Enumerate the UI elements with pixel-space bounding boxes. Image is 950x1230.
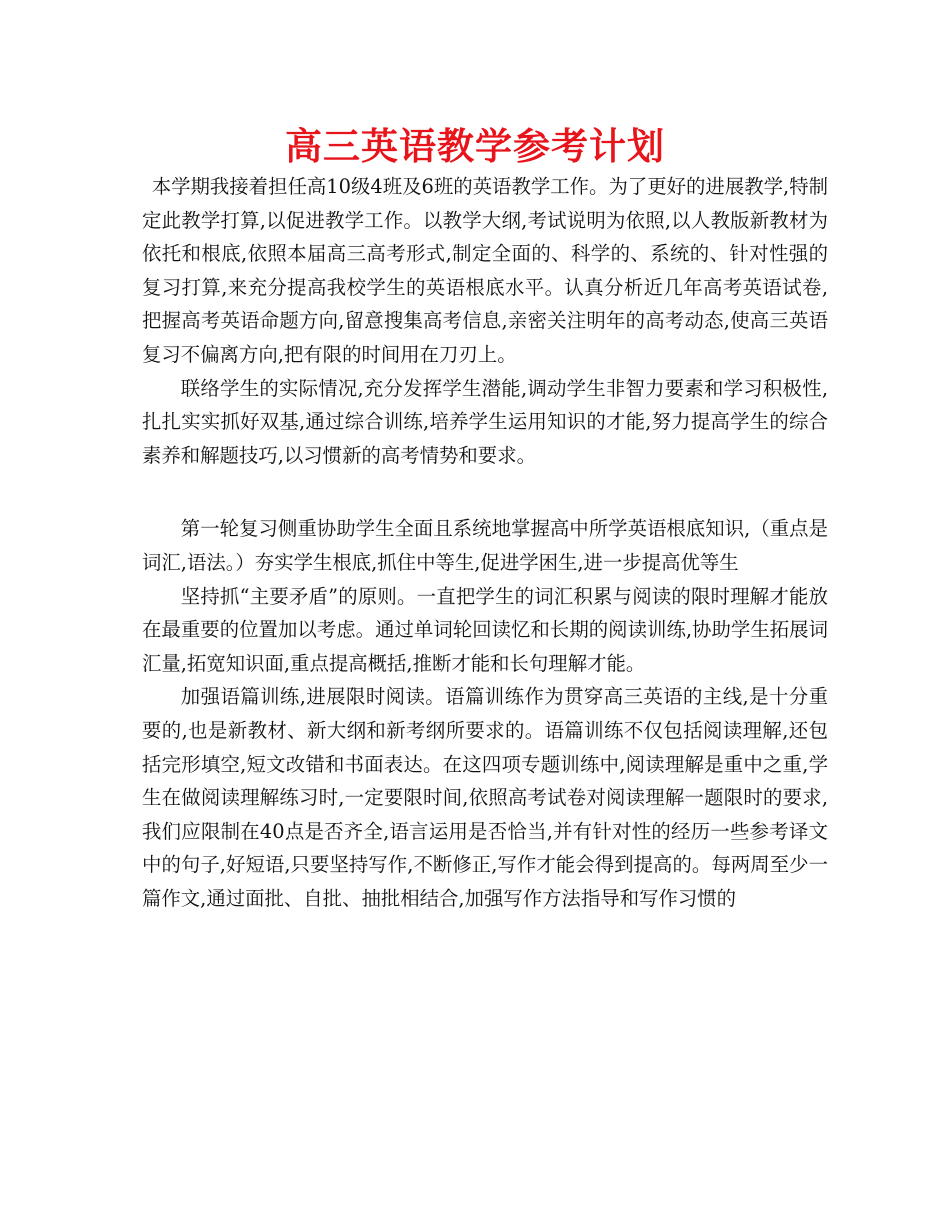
paragraph: 加强语篇训练,进展限时阅读。语篇训练作为贯穿高三英语的主线,是十分重要的,也是新教材、新大纲和新考纲所要求的。语篇训练不仅包括阅读理解,还包括完形填空,短文改错和书面表达。在这四项专题训练中,阅读理解是重中之重,学生在做阅读理解练习时,一定要限时间,依照高考试卷对阅读理解一题限时的要求,我们应限制在40点是否齐全,语言运用是否恰当,并有针对性的经历一些参考译文中的句子,好短语,只要坚持写作,不断修正,写作才能会得到提高的。每两周至少一篇作文,通过面批、自批、抽批相结合,加强写作方法指导和写作习惯的 [142, 685, 828, 910]
paragraph: 坚持抓“主要矛盾”的原则。一直把学生的词汇积累与阅读的限时理解才能放在最重要的位置加以考虑。通过单词轮回读忆和长期的阅读训练,协助学生拓展词汇量,拓宽知识面,重点提高概括,推断才能和长句理解才能。 [142, 584, 828, 675]
paragraph: 联络学生的实际情况,充分发挥学生潜能,调动学生非智力要素和学习积极性,扎扎实实抓好双基,通过综合训练,培养学生运用知识的才能,努力提高学生的综合素养和解题技巧,以习惯新的高考情势和要求。 [142, 376, 828, 467]
document-body [142, 170, 828, 915]
paragraph: 第一轮复习侧重协助学生全面且系统地掌握高中所学英语根底知识,（重点是词汇,语法。）夯实学生根底,抓住中等生,促进学困生,进一步提高优等生 [142, 517, 828, 574]
paragraph-gap [142, 472, 828, 512]
document-title: 高三英语教学参考计划 [285, 125, 665, 168]
paragraph: 本学期我接着担任高10级4班及6班的英语教学工作。为了更好的进展教学,特制定此教学打算,以促进教学工作。以教学大纲,考试说明为依照,以人教版新教材为依托和根底,依照本届高三高考形式,制定全面的、科学的、系统的、针对性强的复习打算,来充分提高我校学生的英语根底水平。认真分析近几年高考英语试卷,把握高考英语命题方向,留意搜集高考信息,亲密关注明年的高考动态,使高三英语复习不偏离方向,把有限的时间用在刀刃上。 [142, 175, 828, 366]
